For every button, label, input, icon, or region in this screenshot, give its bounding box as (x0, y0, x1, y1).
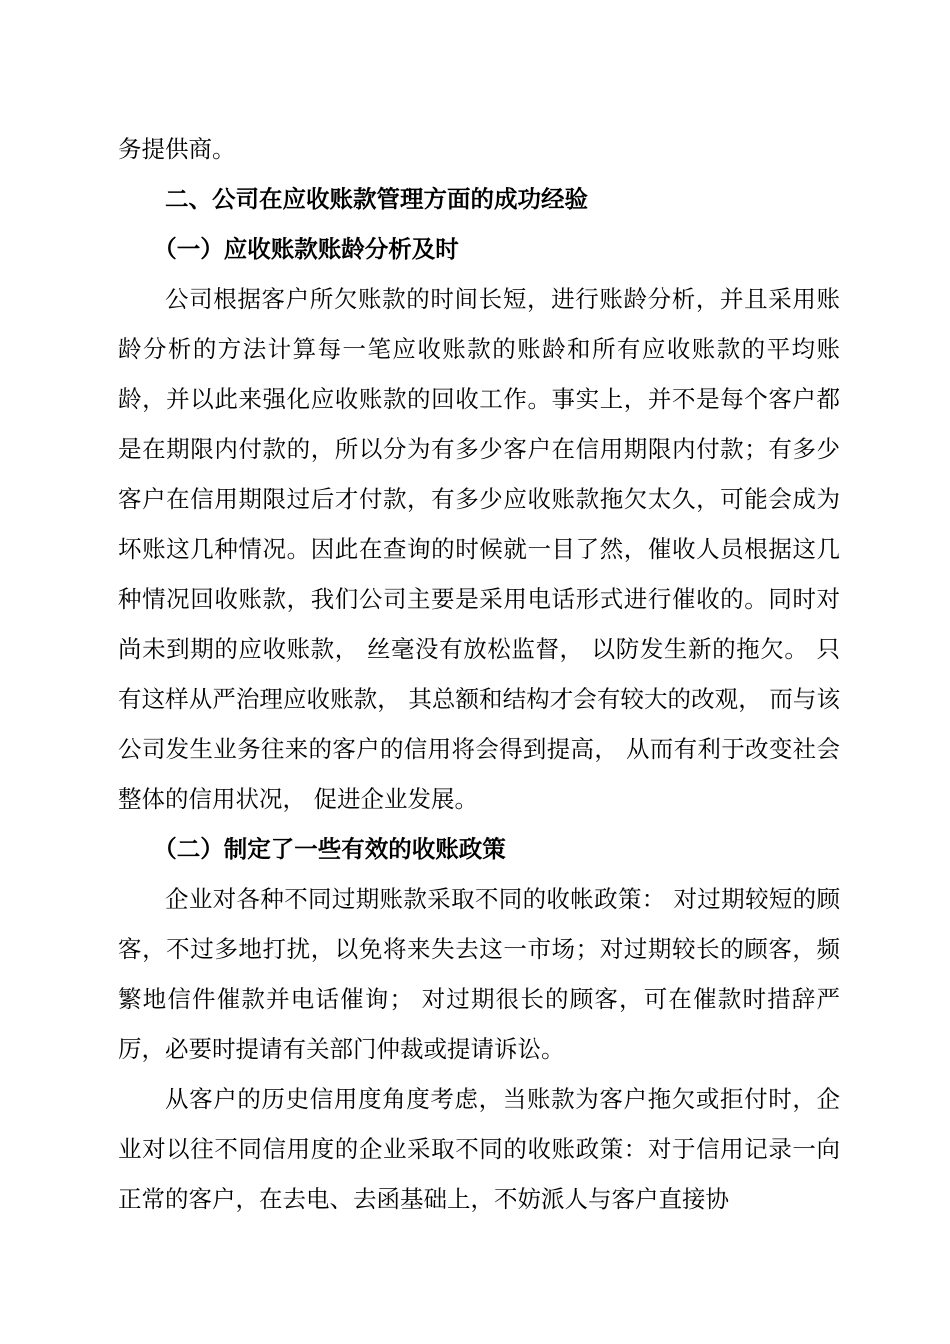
section-heading: 二、公司在应收账款管理方面的成功经验 (165, 185, 588, 213)
paragraph-aging-analysis: 公司根据客户所欠账款的时间长短，进行账龄分析，并且采用账龄分析的方法计算每一笔应收账款的账龄和所有应收账款的平均账龄，并以此来强化应收账款的回收工作。事实上，并不是每个客户都是在期限内付款的，所以分为有多少客户在信用期限内付款；有多少客户在信用期限过后才付款，有多少应收账款拖欠太久，可能会成为坏账这几种情况。因此在查询的时候就一目了然，催收人员根据这几种情况回收账款，我们公司主要是采用电话形式进行催收的。同时对尚未到期的应收账款， 丝毫没有放松监督， 以防发生新的拖欠。 只有这样从严治理应收账款， 其总额和结构才会有较大的改观， 而与该公司发生业务往来的客户的信用将会得到提高， 从而有利于改变社会整体的信用状况， 促进企业发展。 (118, 285, 840, 813)
document-body (118, 124, 840, 1224)
subsection-heading-1: （一）应收账款账龄分析及时 (153, 235, 459, 263)
paragraph-continuation: 务提供商。 (118, 135, 236, 163)
paragraph-collection-policy: 企业对各种不同过期账款采取不同的收帐政策： 对过期较短的顾客，不过多地打扰，以免将来失去这一市场；对过期较长的顾客，频繁地信件催款并电话催询； 对过期很长的顾客，可在催款时措辞严厉，必要时提请有关部门仲裁或提请诉讼。 (118, 885, 840, 1063)
paragraph-credit-history: 从客户的历史信用度角度考虑，当账款为客户拖欠或拒付时，企业对以往不同信用度的企业采取不同的收账政策：对于信用记录一向正常的客户，在去电、去函基础上，不妨派人与客户直接协 (118, 1085, 840, 1213)
subsection-heading-2: （二）制定了一些有效的收账政策 (153, 835, 506, 863)
